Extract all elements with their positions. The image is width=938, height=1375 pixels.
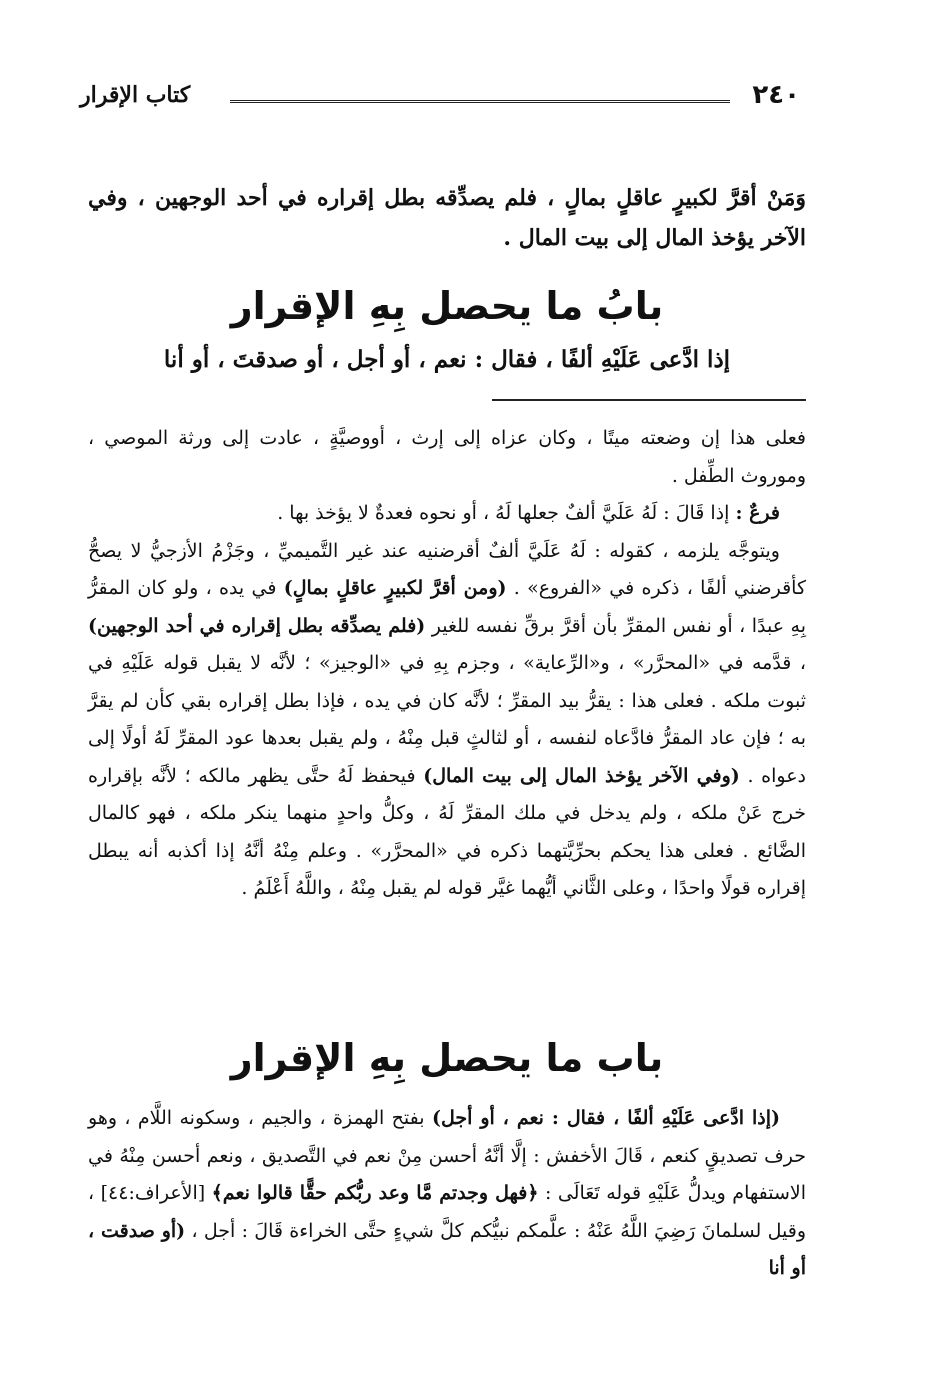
far-label: فرعٌ : <box>735 502 780 524</box>
commentary-text: [الأعراف:٤٤] ، وقيل لسلمانَ رَضِيَ اللَّهُ عَنْهُ : علَّمكم نبيُّكم كلَّ شيءٍ حتَّى الخراءة قَالَ : أجل ، <box>88 1182 806 1242</box>
header-rule <box>230 100 730 103</box>
commentary-text: ، قدَّمه في «المحرَّر» ، و«الرِّعاية» ، وجزم بِهِ في «الوجيز» ؛ لأنَّه لا يقبل قوله عَلَيْهِ في ثبوت ملكه . فعلى هذا : يقرُّ بيد المقرِّ ؛ لأنَّه كان في يده ، فإذا بطل إقراره بقي كأن لم يقرَّ به ؛ فإن عاد المقرُّ فادَّعاه لنفسه ، أو لثالثٍ قبل مِنْهُ ، ولم يقبل بعدها عود المقرِّ لَهُ أولًا إلى دعواه . <box>88 652 806 787</box>
chapter-title: بابُ ما يحصل بِهِ الإقرار <box>230 284 664 328</box>
page-number: ٢٤٠ <box>752 80 800 110</box>
matn-text-top: وَمَنْ أقرَّ لكبيرٍ عاقلٍ بمالٍ ، فلم يصدِّقه بطل إقراره في أحد الوجهين ، وفي الآخر يؤخذ المال إلى بيت المال . <box>88 185 806 251</box>
matn-quote: (إذا ادَّعى عَلَيْهِ ألفًا ، فقال : نعم ، أو أجل) <box>431 1107 781 1129</box>
quran-quote: ﴿فهل وجدتم مَّا وعد ربُّكم حقًّا قالوا نعم﴾ <box>211 1182 539 1204</box>
matn-quote: (أو صدقت ، أو أنا <box>88 1219 806 1279</box>
commentary-paragraph <box>88 495 806 533</box>
page-header <box>80 78 800 118</box>
chapter-subtitle: إذا ادَّعى عَلَيْهِ ألفًا ، فقال : نعم ، أو أجل ، أو صدقتَ ، أو أنا <box>163 346 731 373</box>
matn-quote: (ومن أقرَّ لكبيرٍ عاقلٍ بمالٍ) <box>283 577 507 599</box>
matn-quote: (فلم يصدِّقه بطل إقراره في أحد الوجهين) <box>88 614 426 637</box>
commentary-paragraph <box>88 533 806 908</box>
commentary-text: بفتح الهمزة ، والجيم ، وسكونه اللَّام ، وهو حرف تصديقٍ كنعم ، قَالَ الأخفش : إلَّا أنَّهُ أحسن مِنْ نعم في التَّصديق ، ونعم أحسن مِنْهُ في الاستفهام ويدلُّ عَلَيْهِ قوله تَعَالَى : <box>88 1107 806 1204</box>
commentary-paragraph: فعلى هذا إن وضعته ميتًا ، وكان عزاه إلى إرث ، أووصيَّةٍ ، عادت إلى ورثة الموصي ، وموروث الطِّفل . <box>88 427 806 487</box>
chapter-title: باب ما يحصل بِهِ الإقرار <box>230 1036 664 1080</box>
book-title: كتاب الإقرار <box>80 82 191 108</box>
commentary-text: ويتوجَّه يلزمه ، كقوله : لَهُ عَلَيَّ ألفٌ أقرضنيه عند غير التَّميميِّ ، وجَزْمُ الأزجيُّ لا يصحُّ كأقرضني ألفًا ، ذكره في «الفروع» . <box>88 539 807 599</box>
commentary-block <box>88 1100 806 1288</box>
commentary-text: في يده ، ولو كان المقرُّ بِهِ عبدًا ، أو نفس المقرِّ بأن أقرَّ برقِّ نفسه للغير <box>88 577 806 637</box>
far-text: إذا قَالَ : لَهُ عَلَيَّ ألفٌ جعلها لَهُ ، أو نحوه فعدةٌ لا يؤخذ بها . <box>277 502 736 524</box>
section-divider <box>492 399 806 401</box>
commentary-text: فيحفظ لَهُ حتَّى يظهر مالكه ؛ لأنَّه بإقراره خرج عَنْ ملكه ، ولم يدخل في ملك المقرِّ لَهُ ، وكلُّ واحدٍ منهما ينكر ملكه ، فهو كالمال الضَّائع . فعلى هذا يحكم بحرِّيَّتهما ذكره في «المحرَّر» . وعلم مِنْهُ أنَّهُ إذا أكذبه أنه يبطل إقراره قولًا واحدًا ، وعلى الثَّاني أيُّهما غيَّر قوله لم يقبل مِنْهُ ، واللَّهُ أَعْلَمُ . <box>88 764 806 899</box>
matn-quote: (وفي الآخر يؤخذ المال إلى بيت المال) <box>423 764 740 787</box>
commentary-block <box>88 420 806 908</box>
commentary-paragraph <box>88 1100 806 1288</box>
